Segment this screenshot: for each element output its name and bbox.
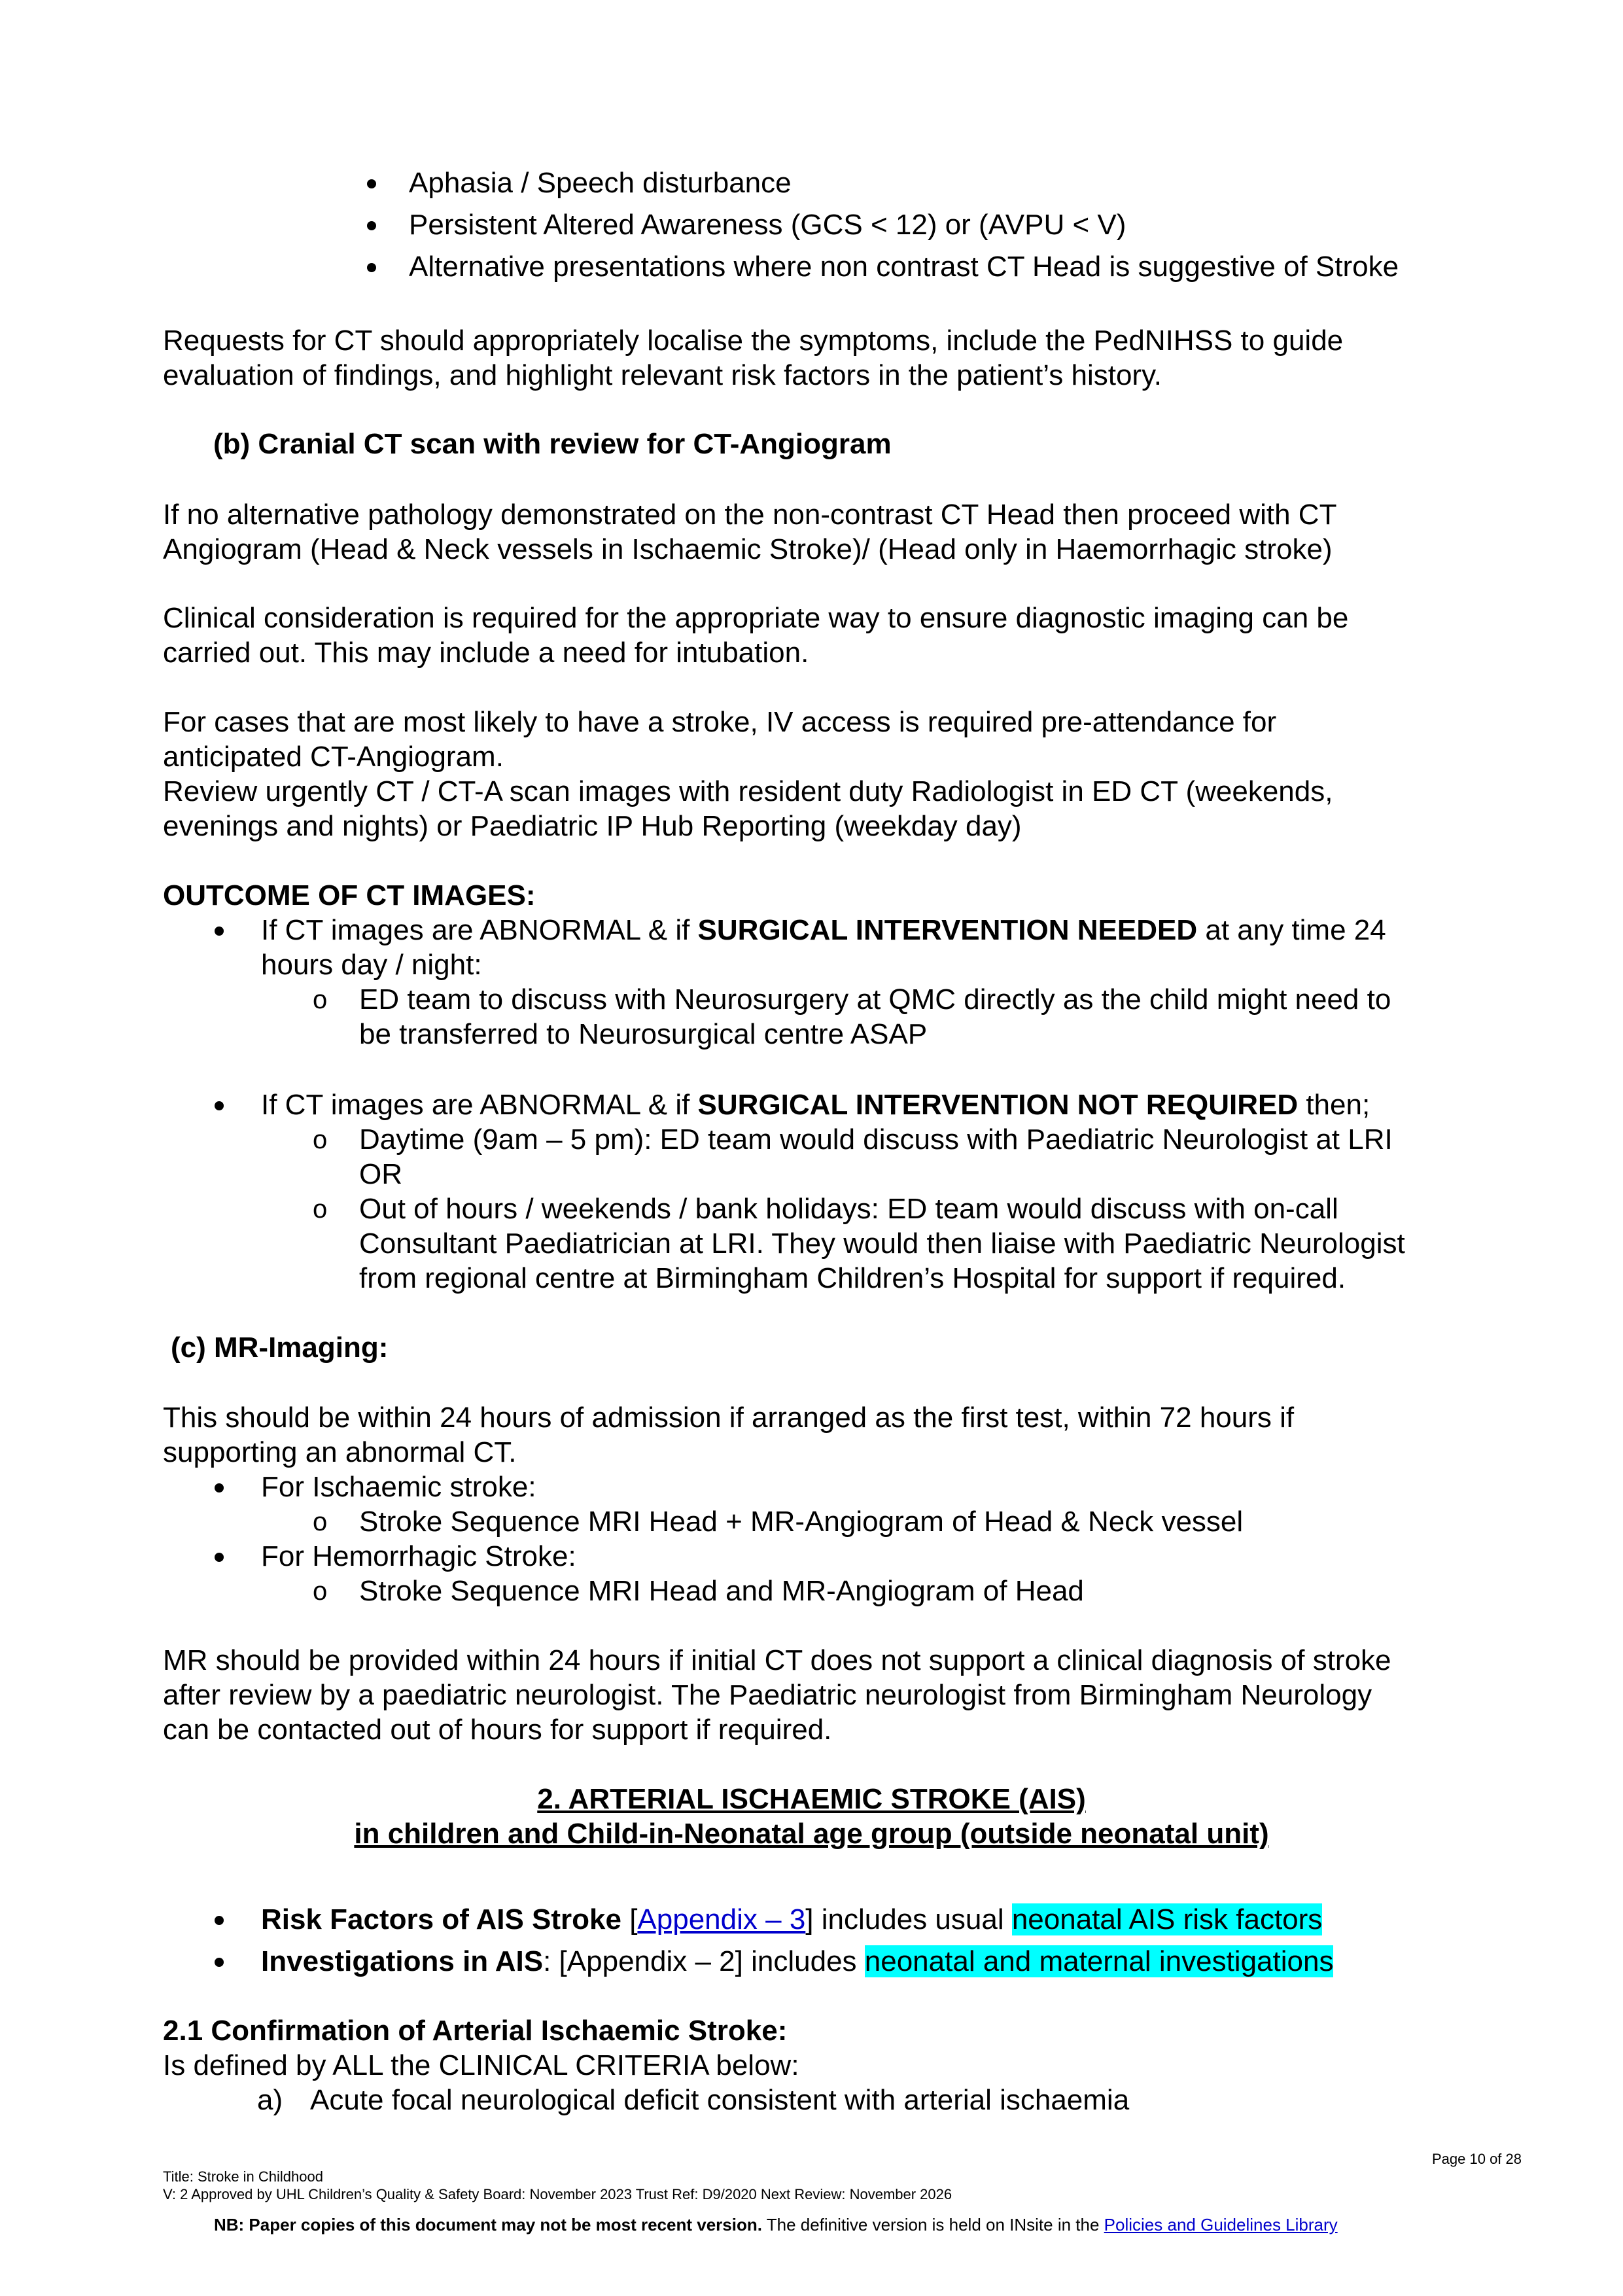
sub-bullet-icon: o bbox=[313, 1125, 328, 1154]
section-c-heading: (c) MR-Imaging: bbox=[171, 1332, 389, 1364]
section-c-bullet-2: For Hemorrhagic Stroke: bbox=[261, 1540, 576, 1572]
outcome-bullet-1-bold: SURGICAL INTERVENTION NEEDED bbox=[697, 914, 1198, 946]
outcome-sub-2-line-1: Daytime (9am – 5 pm): ED team would discuss with Paediatric Neurologist at LRI bbox=[359, 1123, 1393, 1156]
top-bullet-2: Persistent Altered Awareness (GCS < 12) or (AVPU < V) bbox=[409, 209, 1126, 241]
risk-close-text: ] includes usual bbox=[805, 1903, 1012, 1935]
section-c-p2-line-1: MR should be provided within 24 hours if initial CT does not support a clinical diagnosis of stroke bbox=[163, 1644, 1391, 1676]
item-a-marker: a) bbox=[257, 2084, 283, 2116]
outcome-heading: OUTCOME OF CT IMAGES: bbox=[163, 879, 536, 911]
sub-bullet-icon: o bbox=[313, 985, 328, 1014]
outcome-sub-1-line-2: be transferred to Neurosurgical centre ASAP bbox=[359, 1018, 928, 1050]
sub-bullet-icon: o bbox=[313, 1508, 328, 1536]
section-b-p3-line-4: evenings and nights) or Paediatric IP Hub Reporting (weekday day) bbox=[163, 810, 1022, 842]
bullet-icon bbox=[367, 179, 376, 188]
ct-requests-line-2: evaluation of findings, and highlight relevant risk factors in the patient’s history. bbox=[163, 359, 1162, 391]
risk-factors-label: Risk Factors of AIS Stroke bbox=[261, 1903, 621, 1935]
section-c-p2-line-2: after review by a paediatric neurologist. The Paediatric neurologist from Birmingham Neurology bbox=[163, 1679, 1372, 1711]
risk-factors-bullet bbox=[261, 1902, 1322, 1937]
section-b-p2-line-2: carried out. This may include a need for intubation. bbox=[163, 637, 809, 669]
section-b-p3-line-3: Review urgently CT / CT-A scan images with resident duty Radiologist in ED CT (weekends, bbox=[163, 775, 1333, 807]
investigations-mid: : [Appendix – 2] includes bbox=[543, 1945, 865, 1977]
top-bullet-1: Aphasia / Speech disturbance bbox=[409, 167, 792, 199]
risk-highlight: neonatal AIS risk factors bbox=[1011, 1903, 1323, 1935]
section-b-p3-line-2: anticipated CT-Angiogram. bbox=[163, 741, 504, 773]
investigations-bullet bbox=[261, 1944, 1333, 1979]
outcome-bullet-2-post: then; bbox=[1298, 1089, 1370, 1121]
outcome-sub-1-line-1: ED team to discuss with Neurosurgery at QMC directly as the child might need to bbox=[359, 983, 1391, 1016]
outcome-bullet-1 bbox=[261, 913, 1386, 947]
section-c-p2-line-3: can be contacted out of hours for support if required. bbox=[163, 1714, 832, 1746]
outcome-sub-2-line-2: OR bbox=[359, 1158, 402, 1190]
section-b-p2-line-1: Clinical consideration is required for the appropriate way to ensure diagnostic imaging can be bbox=[163, 602, 1349, 634]
bullet-icon bbox=[367, 263, 376, 272]
policies-library-link[interactable]: Policies and Guidelines Library bbox=[1104, 2215, 1338, 2234]
section-b-p3-line-1: For cases that are most likely to have a stroke, IV access is required pre-attendance for bbox=[163, 706, 1277, 738]
page-number: Page 10 of 28 bbox=[1432, 2151, 1522, 2167]
bullet-icon bbox=[215, 1483, 224, 1492]
top-bullet-3: Alternative presentations where non contrast CT Head is suggestive of Stroke bbox=[409, 251, 1399, 283]
risk-open-bracket: [ bbox=[621, 1903, 638, 1935]
bullet-icon bbox=[215, 1916, 224, 1925]
section-c-p1-line-2: supporting an abnormal CT. bbox=[163, 1436, 517, 1468]
outcome-bullet-1-pre: If CT images are ABNORMAL & if bbox=[261, 914, 698, 946]
item-a-text: Acute focal neurological deficit consistent with arterial ischaemia bbox=[310, 2084, 1130, 2116]
section-c-bullet-1: For Ischaemic stroke: bbox=[261, 1471, 536, 1503]
section-2-title-line-1: 2. ARTERIAL ISCHAEMIC STROKE (AIS) bbox=[537, 1783, 1086, 1815]
appendix-3-link[interactable]: Appendix – 3 bbox=[637, 1903, 806, 1935]
outcome-bullet-1-line-2: hours day / night: bbox=[261, 949, 482, 981]
footer-nb-bold: NB: Paper copies of this document may not be most recent version. bbox=[214, 2215, 762, 2234]
section-b-p1-line-1: If no alternative pathology demonstrated on the non-contrast CT Head then proceed with CT bbox=[163, 499, 1337, 531]
bullet-icon bbox=[215, 1101, 224, 1110]
bullet-icon bbox=[215, 1553, 224, 1562]
investigations-highlight: neonatal and maternal investigations bbox=[864, 1945, 1334, 1977]
sub-bullet-icon: o bbox=[313, 1577, 328, 1606]
bullet-icon bbox=[215, 1958, 224, 1967]
section-2-title-line-2: in children and Child-in-Neonatal age group (outside neonatal unit) bbox=[354, 1818, 1269, 1850]
sub-bullet-icon: o bbox=[313, 1195, 328, 1224]
outcome-bullet-1-post: at any time 24 bbox=[1197, 914, 1386, 946]
section-b-heading: (b) Cranial CT scan with review for CT-Angiogram bbox=[213, 428, 892, 460]
bullet-icon bbox=[367, 221, 376, 230]
ct-requests-line-1: Requests for CT should appropriately localise the symptoms, include the PedNIHSS to guide bbox=[163, 325, 1344, 357]
outcome-sub-3-line-3: from regional centre at Birmingham Children’s Hospital for support if required. bbox=[359, 1262, 1346, 1294]
footer-version: V: 2 Approved by UHL Children’s Quality & Safety Board: November 2023 Trust Ref: D9/2020 Next Review: November 2026 bbox=[163, 2186, 952, 2202]
outcome-bullet-2-bold: SURGICAL INTERVENTION NOT REQUIRED bbox=[697, 1089, 1299, 1121]
footer-nb-text: The definitive version is held on INsite in the bbox=[761, 2215, 1104, 2234]
bullet-icon bbox=[215, 927, 224, 936]
section-c-sub-1: Stroke Sequence MRI Head + MR-Angiogram of Head & Neck vessel bbox=[359, 1506, 1244, 1538]
footer-nb bbox=[214, 2214, 1338, 2235]
investigations-label: Investigations in AIS bbox=[261, 1945, 544, 1977]
section-2-1-heading: 2.1 Confirmation of Arterial Ischaemic Stroke: bbox=[163, 2015, 788, 2047]
section-b-p1-line-2: Angiogram (Head & Neck vessels in Ischaemic Stroke)/ (Head only in Haemorrhagic stroke) bbox=[163, 533, 1333, 565]
criteria-intro: Is defined by ALL the CLINICAL CRITERIA below: bbox=[163, 2049, 799, 2081]
outcome-sub-3-line-2: Consultant Paediatrician at LRI. They would then liaise with Paediatric Neurologist bbox=[359, 1227, 1405, 1260]
footer-title: Title: Stroke in Childhood bbox=[163, 2168, 323, 2185]
section-c-p1-line-1: This should be within 24 hours of admission if arranged as the first test, within 72 hours if bbox=[163, 1402, 1295, 1434]
outcome-bullet-2 bbox=[261, 1087, 1370, 1122]
outcome-sub-3-line-1: Out of hours / weekends / bank holidays: ED team would discuss with on-call bbox=[359, 1193, 1338, 1225]
section-c-sub-2: Stroke Sequence MRI Head and MR-Angiogram of Head bbox=[359, 1575, 1084, 1607]
outcome-bullet-2-pre: If CT images are ABNORMAL & if bbox=[261, 1089, 698, 1121]
